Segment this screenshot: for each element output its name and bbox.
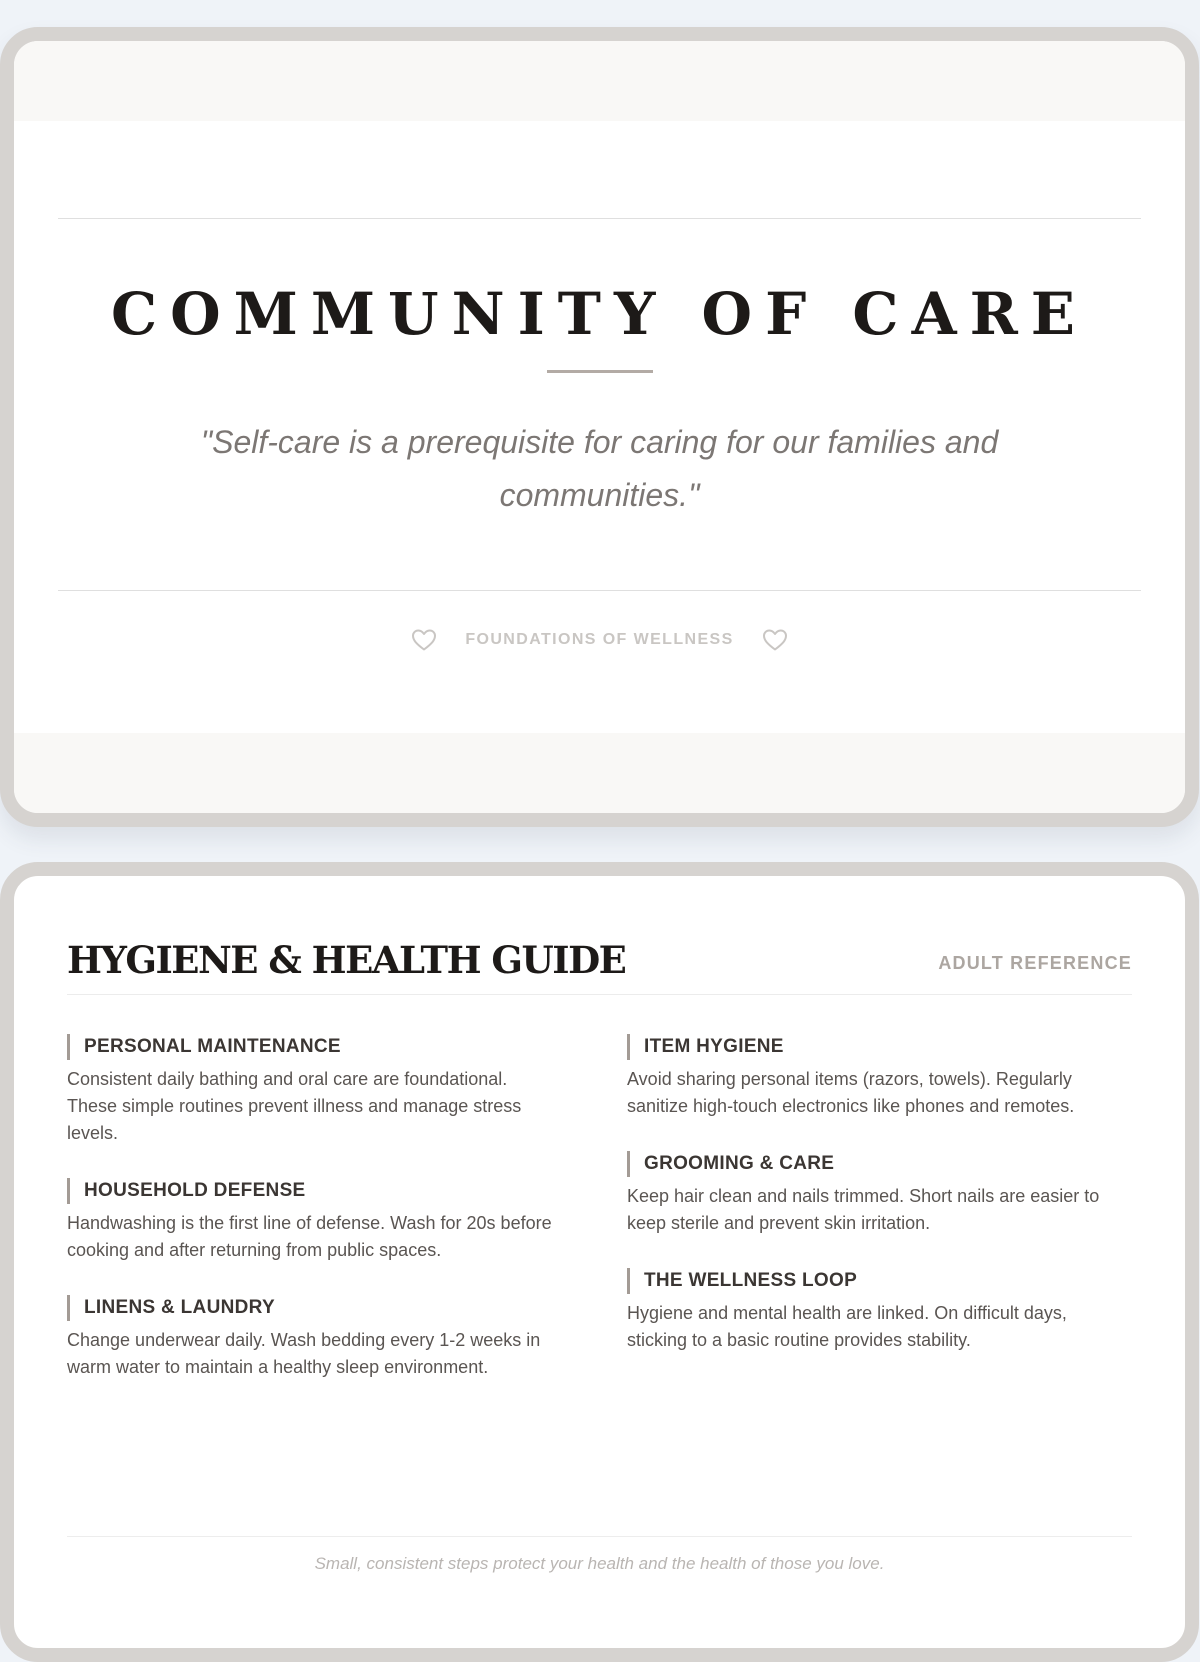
section-heading: HOUSEHOLD DEFENSE [67, 1178, 560, 1204]
guide-section [627, 1034, 1120, 1120]
guide-header-divider [67, 994, 1132, 995]
section-heading: ITEM HYGIENE [627, 1034, 1120, 1060]
heart-icon [411, 628, 437, 652]
section-heading: GROOMING & CARE [627, 1151, 1120, 1177]
guide-section [627, 1268, 1120, 1354]
section-body: Consistent daily bathing and oral care are foundational. These simple routines prevent illness and manage stress levels. [67, 1069, 522, 1143]
cover-top-band [14, 41, 1185, 121]
guide-section [67, 1295, 560, 1381]
guide-tag: ADULT REFERENCE [938, 953, 1132, 973]
guide-title: HYGIENE & HEALTH GUIDE [67, 938, 626, 982]
cover-subtitle: FOUNDATIONS OF WELLNESS [465, 631, 734, 648]
cover-bottom-band [14, 733, 1185, 813]
section-body: Change underwear daily. Wash bedding every 1-2 weeks in warm water to maintain a healthy sleep environment. [67, 1330, 541, 1377]
cover-quote: "Self-care is a prerequisite for caring for our families and communities." [200, 424, 999, 513]
cover-subtitle-row [14, 627, 1185, 653]
guide-right-column [627, 1034, 1120, 1385]
guide-left-column [67, 1034, 560, 1412]
guide-card [0, 862, 1199, 1662]
cover-title: COMMUNITY OF CARE [110, 280, 1089, 348]
guide-footer-divider [67, 1536, 1132, 1537]
guide-section [627, 1151, 1120, 1237]
section-heading: PERSONAL MAINTENANCE [67, 1034, 560, 1060]
section-body: Keep hair clean and nails trimmed. Short nails are easier to keep sterile and prevent skin irritation. [627, 1186, 1100, 1233]
title-underline [547, 370, 653, 373]
heart-icon [762, 628, 788, 652]
section-body: Avoid sharing personal items (razors, towels). Regularly sanitize high-touch electronics like phones and remotes. [627, 1069, 1075, 1116]
section-body: Handwashing is the first line of defense. Wash for 20s before cooking and after returning from public spaces. [67, 1213, 552, 1260]
guide-section [67, 1034, 560, 1147]
section-heading: THE WELLNESS LOOP [627, 1268, 1120, 1294]
section-body: Hygiene and mental health are linked. On difficult days, sticking to a basic routine provides stability. [627, 1303, 1067, 1350]
cover-bottom-divider [58, 590, 1141, 591]
cover-card [0, 27, 1199, 827]
cover-top-divider [58, 218, 1141, 219]
section-heading: LINENS & LAUNDRY [67, 1295, 560, 1321]
guide-footer-note: Small, consistent steps protect your health and the health of those you love. [314, 1554, 885, 1573]
guide-section [67, 1178, 560, 1264]
